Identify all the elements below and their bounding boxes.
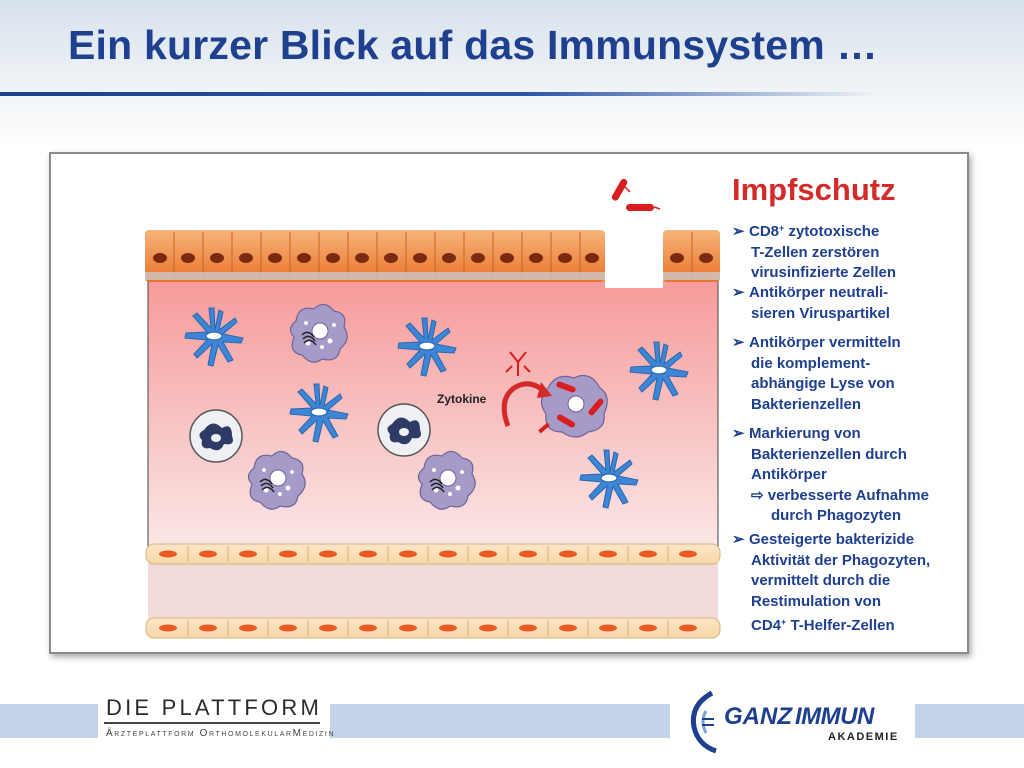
macrophage-cell (248, 451, 305, 509)
bullet-markierung: ➢ Markierung von Bakterienzellen durch Antikörper ⇨ verbesserte Aufnahme durch Phagozyten (732, 425, 929, 524)
macrophage-cell (290, 304, 347, 362)
macrophage-cell (418, 451, 475, 509)
epithelium-gap (605, 228, 663, 288)
bullet-bakterizide-aktivitaet: ➢ Gesteigerte bakterizide Aktivität der Phagozyten, vermittelt durch die Restimulation von CD4+ T-Helfer-Zellen (732, 531, 931, 634)
blood-vessel (146, 544, 720, 638)
bacteria-entering (611, 178, 660, 211)
zytokine-label: Zytokine (437, 392, 487, 406)
ganzimmun-logo: GANZ IMMUN AKADEMIE (680, 683, 912, 761)
slide-title: Ein kurzer Blick auf das Immunsystem … (68, 22, 878, 68)
footer-band (0, 704, 98, 738)
bullet-antikoerper-neutralisieren: ➢ Antikörper neutrali- sieren Viruspartikel (732, 284, 890, 322)
neutrophil-cell (378, 404, 430, 456)
ganzimmun-emblem-icon (684, 687, 724, 757)
bullet-cd8: ➢ CD8+ zytotoxische T-Zellen zerstören virusinfizierte Zellen (732, 223, 897, 281)
bullet-komplement-lyse: ➢ Antikörper vermitteln die komplement- abhängige Lyse von Bakterienzellen (732, 334, 901, 413)
panel-title: Impfschutz (732, 172, 896, 207)
arrow-right-icon: ⇨ (751, 486, 764, 504)
neutrophil-cell (190, 410, 242, 462)
footer-band (915, 704, 1024, 738)
footer-band (330, 704, 670, 738)
impfschutz-panel (722, 170, 962, 650)
die-plattform-logo: DIE PLATTFORM Ärzteplattform OrthomolekularMedizin (104, 693, 324, 745)
